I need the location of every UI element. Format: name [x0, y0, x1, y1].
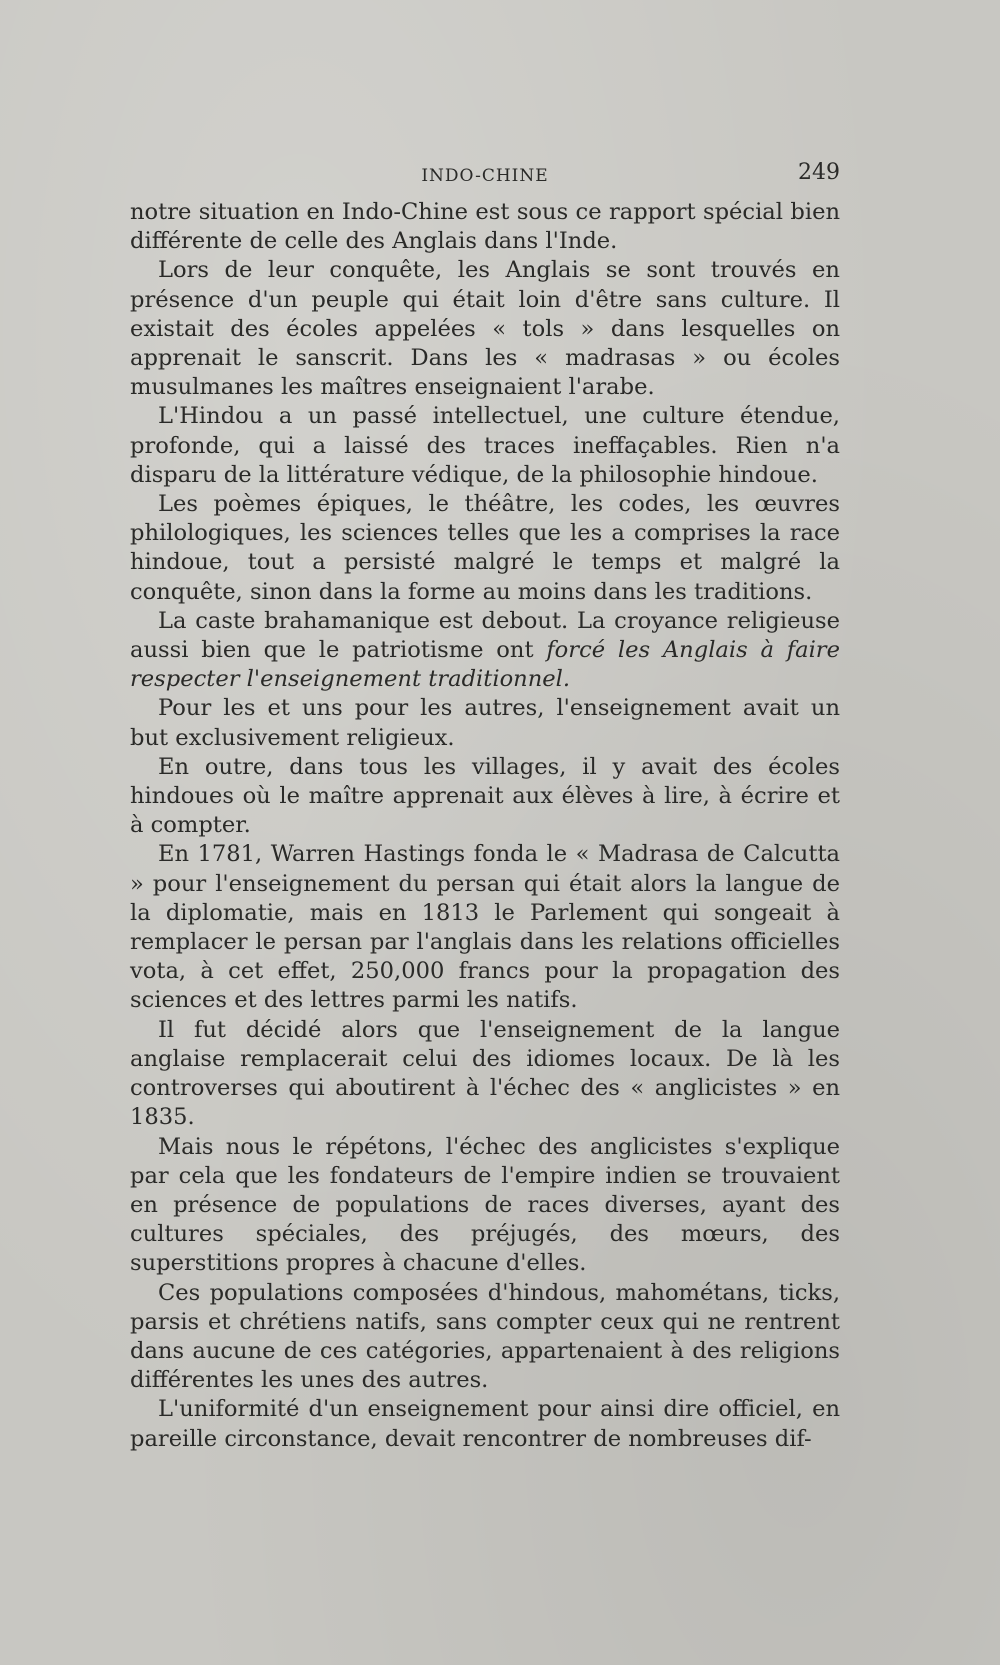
page-number: 249 — [798, 160, 840, 185]
paragraph: En outre, dans tous les villages, il y avait des écoles hindoues où le maître apprenait aux élèves à lire, à écrire et à compter. — [130, 753, 840, 839]
paragraph: Les poèmes épiques, le théâtre, les codes, les œuvres philologiques, les sciences telles que les a comprises la race hindoue, tout a persisté malgré le temps et malgré la conquête, sinon dans la forme au moins dans les traditions. — [130, 491, 840, 605]
paragraph: Lors de leur conquête, les Anglais se sont trouvés en présence d'un peuple qui était loin d'être sans culture. Il existait des écoles appelées « tols » dans lesquelles on apprenait le sanscrit. Dans les « madrasas » ou écoles musulmanes les maîtres enseignaient l'arabe. — [130, 257, 840, 401]
paragraph: En 1781, Warren Hastings fonda le « Madrasa de Calcutta » pour l'enseignement du persan qui était alors la langue de la diplomatie, mais en 1813 le Parlement qui songeait à remplacer le persan par l'anglais dans les relations officielles vota, à cet effet, 250,000 francs pour la propagation des sciences et des lettres parmi les natifs. — [130, 841, 840, 1014]
paragraph: Il fut décidé alors que l'enseignement de la langue anglaise remplacerait celui des idiomes locaux. De là les controverses qui aboutirent à l'échec des « anglicistes » en 1835. — [130, 1016, 840, 1131]
italic-text: forcé les Anglais à faire respecter l'enseignement traditionnel. — [130, 637, 840, 693]
paragraph: notre situation en Indo-Chine est sous ce rapport spécial bien différente de celle des Anglais dans l'Inde. — [130, 199, 840, 255]
running-title: INDO-CHINE — [421, 166, 549, 186]
paragraph: Ces populations composées d'hindous, mahométans, ticks, parsis et chrétiens natifs, sans compter ceux qui ne rentrent dans aucune de ces catégories, appartenaient à des religions différentes les unes des autres. — [130, 1279, 840, 1394]
paragraph — [130, 607, 840, 695]
paragraph: L'uniformité d'un enseignement pour ainsi dire officiel, en pareille circonstance, devait rencontrer de nombreuses dif- — [130, 1396, 840, 1452]
paragraph: Pour les et uns pour les autres, l'enseignement avait un but exclusivement religieux. — [130, 695, 840, 751]
page-header — [130, 160, 840, 190]
paragraph: Mais nous le répétons, l'échec des anglicistes s'explique par cela que les fondateurs de l'empire indien se trouvaient en présence de populations de races diverses, ayant des cultures spéciales, des préjugés, des mœurs, des superstitions propres à chacune d'elles. — [130, 1133, 840, 1277]
paragraph: L'Hindou a un passé intellectuel, une culture étendue, profonde, qui a laissé des traces ineffaçables. Rien n'a disparu de la littérature védique, de la philosophie hindoue. — [130, 403, 840, 488]
paragraph-text: La caste brahamanique est debout. La croyance religieuse aussi bien que le patriotisme ont — [130, 607, 840, 664]
body-text — [130, 198, 840, 1454]
